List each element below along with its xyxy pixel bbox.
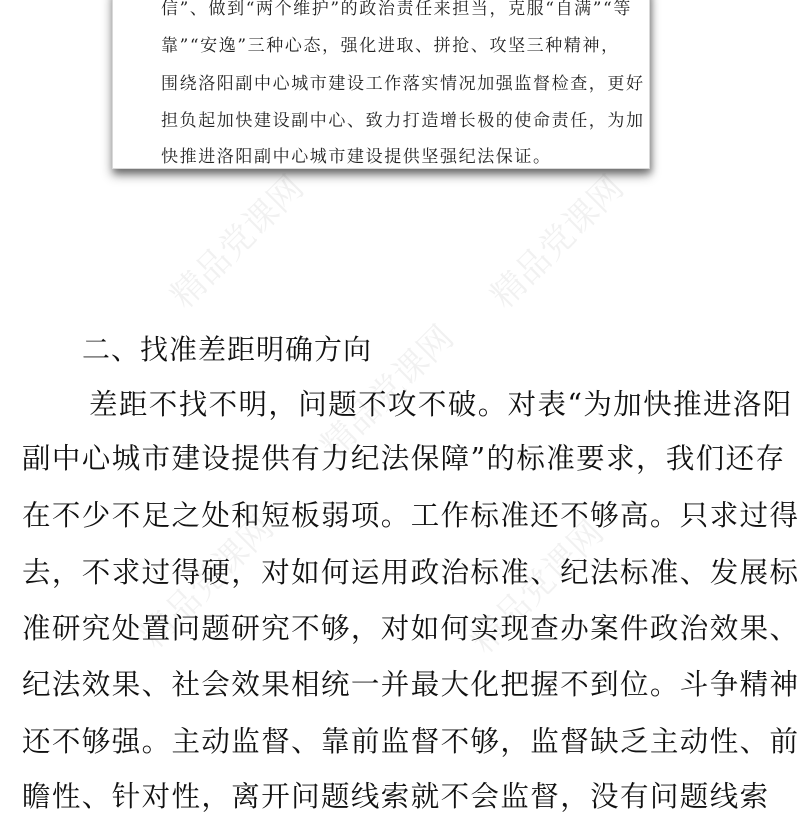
- callout-line: 快推进洛阳副中心城市建设提供坚强纪法保证。: [161, 147, 552, 167]
- paragraph-line: 副中心城市建设提供有力纪法保障”的标准要求，我们还存: [22, 442, 786, 475]
- watermark: 精品党课网: [163, 167, 312, 317]
- callout-line: 围绕洛阳副中心城市建设工作落实情况加强监督检查，更好: [161, 74, 645, 94]
- paragraph-line: 还不够强。主动监督、靠前监督不够，监督缺乏主动性、前: [22, 725, 800, 758]
- paragraph-line: 差距不找不明，问题不攻不破。对表“为加快推进洛阳: [89, 388, 793, 421]
- watermark: 精品党课网: [313, 317, 462, 467]
- callout-line: 信”、做到“两个维护”的政治责任来担当，克服“自满”“等: [161, 0, 632, 19]
- watermark: 精品党课网: [483, 167, 632, 317]
- paragraph-line: 在不少不足之处和短板弱项。工作标准还不够高。只求过得: [22, 499, 800, 532]
- callout-box: [112, 0, 650, 169]
- callout-line: 担负起加快建设副中心、致力打造增长极的使命责任，为加: [161, 111, 645, 131]
- watermark: 精品党课网: [463, 512, 612, 662]
- paragraph-line: 准研究处置问题研究不够，对如何实现查办案件政治效果、: [22, 612, 800, 645]
- watermark: 精品党课网: [133, 507, 282, 657]
- callout-line: 靠”“安逸”三种心态，强化进取、拼抢、攻坚三种精神，: [161, 36, 620, 56]
- paragraph-line: 纪法效果、社会效果相统一并最大化把握不到位。斗争精神: [22, 668, 800, 701]
- paragraph-line: 去，不求过得硬，对如何运用政治标准、纪法标准、发展标: [22, 556, 800, 589]
- section-heading: 二、找准差距明确方向: [82, 333, 373, 366]
- paragraph-line: 瞻性、针对性，离开问题线索就不会监督，没有问题线索: [22, 780, 770, 813]
